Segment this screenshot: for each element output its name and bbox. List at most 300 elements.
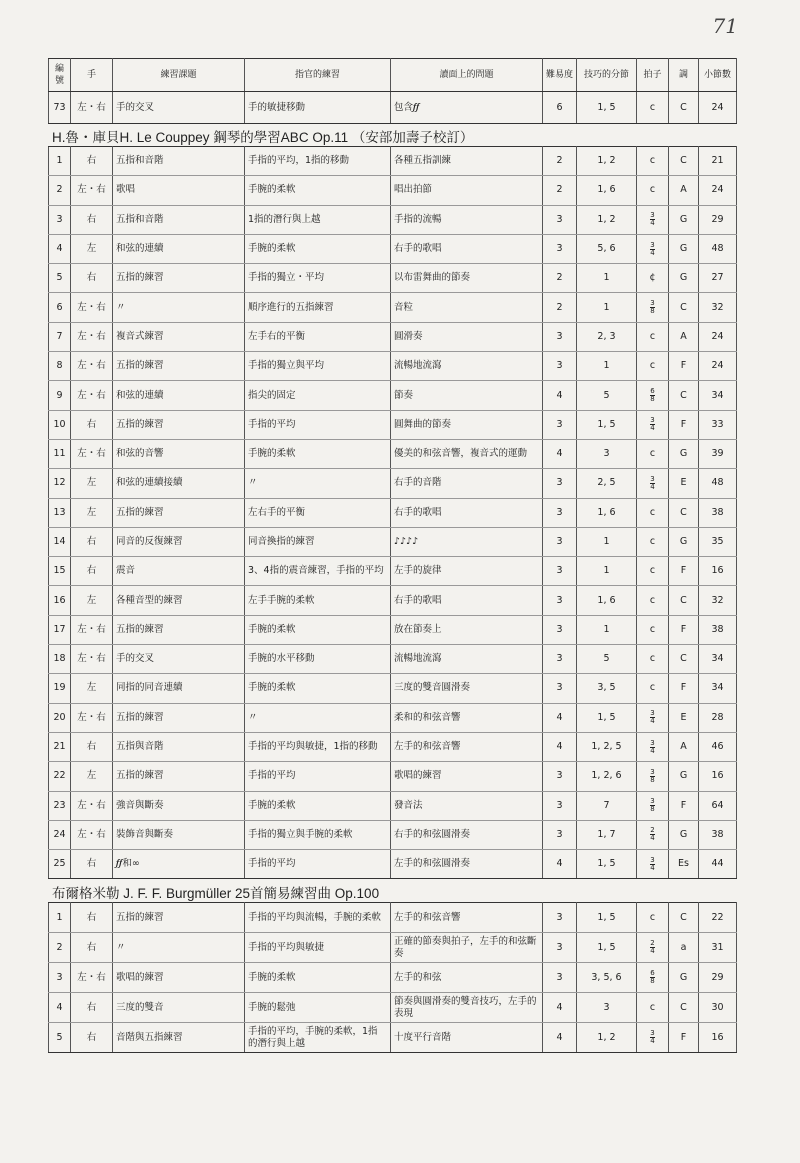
hand-cell: 右 — [71, 850, 113, 879]
number-cell: 16 — [49, 586, 71, 615]
topic-cell: 同指的同音連續 — [113, 674, 245, 703]
bars-cell: 48 — [699, 234, 737, 263]
technique-cell: 3 — [577, 993, 637, 1023]
etude-table-top — [48, 58, 737, 124]
key-cell: G — [669, 205, 699, 234]
reading-problem-cell: 各種五指訓練 — [391, 147, 543, 176]
bars-cell: 48 — [699, 469, 737, 498]
hand-cell: 右 — [71, 732, 113, 761]
hand-cell: 右 — [71, 1023, 113, 1053]
hand-cell: 左・右 — [71, 703, 113, 732]
table-row — [49, 92, 737, 124]
number-cell: 5 — [49, 1023, 71, 1053]
bars-cell: 34 — [699, 674, 737, 703]
hand-cell: 左・右 — [71, 645, 113, 674]
technique-cell: 1, 2, 6 — [577, 762, 637, 791]
section-title-le-couppey: H.魯・庫貝H. Le Couppey 鋼琴的學習ABC Op.11 （安部加壽子校訂） — [52, 130, 474, 145]
number-cell: 6 — [49, 293, 71, 322]
bars-cell: 24 — [699, 352, 737, 381]
header-topic: 練習課題 — [113, 59, 245, 92]
technique-cell: 3, 5, 6 — [577, 963, 637, 993]
technique-cell: 5 — [577, 381, 637, 410]
reading-problem-cell: 右手的歌唱 — [391, 234, 543, 263]
number-cell: 10 — [49, 410, 71, 439]
hand-cell: 左・右 — [71, 791, 113, 820]
topic-cell: 〃 — [113, 293, 245, 322]
topic-cell: 手的交叉 — [113, 92, 245, 124]
time-signature-cell — [637, 963, 669, 993]
bars-cell: 64 — [699, 791, 737, 820]
hand-cell: 左 — [71, 586, 113, 615]
time-signature-cell: c — [637, 557, 669, 586]
topic-cell: 複音式練習 — [113, 322, 245, 351]
bars-cell: 31 — [699, 933, 737, 963]
time-signature-cell: c — [637, 92, 669, 124]
bars-cell: 39 — [699, 439, 737, 468]
topic-cell: 五指的練習 — [113, 498, 245, 527]
difficulty-cell: 3 — [543, 820, 577, 849]
finger-exercise-cell: 同音換指的練習 — [245, 527, 391, 556]
difficulty-cell: 2 — [543, 176, 577, 205]
hand-cell: 左 — [71, 762, 113, 791]
difficulty-cell: 4 — [543, 703, 577, 732]
difficulty-cell: 3 — [543, 963, 577, 993]
number-cell: 3 — [49, 963, 71, 993]
topic-cell: 五指和音階 — [113, 147, 245, 176]
bars-cell: 38 — [699, 498, 737, 527]
difficulty-cell: 3 — [543, 586, 577, 615]
technique-cell: 1 — [577, 293, 637, 322]
hand-cell: 右 — [71, 933, 113, 963]
table-row — [49, 732, 737, 761]
number-cell: 12 — [49, 469, 71, 498]
time-signature-cell: c — [637, 903, 669, 933]
finger-exercise-cell: 手腕的柔軟 — [245, 234, 391, 263]
time-signature-fraction: $\frac{3}{4}$ — [650, 709, 655, 726]
reading-problem-cell: 右手的歌唱 — [391, 586, 543, 615]
bars-cell: 24 — [699, 176, 737, 205]
technique-cell: 5 — [577, 645, 637, 674]
technique-cell: 1 — [577, 352, 637, 381]
table-row — [49, 381, 737, 410]
hand-cell: 左 — [71, 469, 113, 498]
hand-cell: 右 — [71, 410, 113, 439]
reading-problem-cell: 左手的和弦音響 — [391, 903, 543, 933]
time-signature-fraction: $\frac{6}{8}$ — [650, 969, 655, 985]
bars-cell: 34 — [699, 381, 737, 410]
reading-problem-cell: 放在節奏上 — [391, 615, 543, 644]
finger-exercise-cell: 手腕的柔軟 — [245, 963, 391, 993]
key-cell: G — [669, 527, 699, 556]
number-cell: 8 — [49, 352, 71, 381]
difficulty-cell: 2 — [543, 264, 577, 293]
difficulty-cell: 3 — [543, 933, 577, 963]
number-cell: 25 — [49, 850, 71, 879]
time-signature-fraction: $\frac{3}{4}$ — [650, 416, 655, 433]
hand-cell: 左 — [71, 234, 113, 263]
time-signature-fraction: $\frac{3}{4}$ — [650, 211, 655, 228]
key-cell: C — [669, 903, 699, 933]
key-cell: F — [669, 615, 699, 644]
technique-cell: 1, 2 — [577, 147, 637, 176]
reading-problem-cell: 左手的和弦圓滑奏 — [391, 850, 543, 879]
finger-exercise-cell: 手腕的柔軟 — [245, 674, 391, 703]
topic-cell: 同音的反復練習 — [113, 527, 245, 556]
table-row — [49, 791, 737, 820]
number-cell: 17 — [49, 615, 71, 644]
difficulty-cell: 3 — [543, 498, 577, 527]
technique-cell: 1, 2, 5 — [577, 732, 637, 761]
table-row — [49, 527, 737, 556]
key-cell: C — [669, 586, 699, 615]
technique-cell: 2, 3 — [577, 322, 637, 351]
time-signature-cell: c — [637, 615, 669, 644]
key-cell: a — [669, 933, 699, 963]
time-signature-fraction: $\frac{3}{4}$ — [650, 474, 655, 491]
topic-cell: 五指與音階 — [113, 732, 245, 761]
finger-exercise-cell: 〃 — [245, 703, 391, 732]
topic-cell: 五指的練習 — [113, 615, 245, 644]
reading-problem-cell: 節奏與圓滑奏的雙音技巧，左手的表現 — [391, 993, 543, 1023]
difficulty-cell: 4 — [543, 1023, 577, 1053]
number-cell: 18 — [49, 645, 71, 674]
bars-cell: 29 — [699, 963, 737, 993]
time-signature-cell — [637, 1023, 669, 1053]
time-signature-cell: c — [637, 176, 669, 205]
finger-exercise-cell: 左手手腕的柔軟 — [245, 586, 391, 615]
number-cell: 14 — [49, 527, 71, 556]
time-signature-fraction: $\frac{3}{8}$ — [650, 767, 655, 784]
key-cell: C — [669, 498, 699, 527]
finger-exercise-cell: 手指的獨立・平均 — [245, 264, 391, 293]
key-cell: F — [669, 352, 699, 381]
finger-exercise-cell: 手指的平均與敏捷，1指的移動 — [245, 732, 391, 761]
finger-exercise-cell: 指尖的固定 — [245, 381, 391, 410]
key-cell: F — [669, 410, 699, 439]
hand-cell: 左・右 — [71, 615, 113, 644]
finger-exercise-cell: 順序進行的五指練習 — [245, 293, 391, 322]
topic-cell: 五指的練習 — [113, 903, 245, 933]
technique-cell: 1 — [577, 264, 637, 293]
hand-cell: 左・右 — [71, 176, 113, 205]
table-row — [49, 1023, 737, 1053]
reading-problem-cell: 左手的旋律 — [391, 557, 543, 586]
reading-problem-cell: 左手的和弦 — [391, 963, 543, 993]
reading-problem-cell: 以布雷舞曲的節奏 — [391, 264, 543, 293]
time-signature-cell — [637, 820, 669, 849]
time-signature-cell: c — [637, 352, 669, 381]
reading-problem-cell: 右手的歌唱 — [391, 498, 543, 527]
time-signature-cell: c — [637, 439, 669, 468]
difficulty-cell: 3 — [543, 557, 577, 586]
key-cell: F — [669, 557, 699, 586]
time-signature-fraction: $\frac{2}{4}$ — [650, 826, 655, 843]
reading-problem-cell: 圓舞曲的節奏 — [391, 410, 543, 439]
hand-cell: 右 — [71, 264, 113, 293]
time-signature-fraction: $\frac{3}{4}$ — [650, 240, 655, 257]
table-row — [49, 439, 737, 468]
key-cell: A — [669, 176, 699, 205]
technique-cell: 1, 6 — [577, 498, 637, 527]
time-signature-cell — [637, 293, 669, 322]
difficulty-cell: 4 — [543, 381, 577, 410]
topic-cell: 〃 — [113, 933, 245, 963]
key-cell: F — [669, 674, 699, 703]
hand-cell: 右 — [71, 147, 113, 176]
table-row — [49, 703, 737, 732]
time-signature-cell — [637, 791, 669, 820]
technique-cell: 3 — [577, 439, 637, 468]
finger-exercise-cell: 手指的平均，手腕的柔軟，1指的潛行與上越 — [245, 1023, 391, 1053]
header-reading: 讀面上的問題 — [391, 59, 543, 92]
technique-cell: 1 — [577, 527, 637, 556]
time-signature-cell — [637, 410, 669, 439]
hand-cell: 左 — [71, 498, 113, 527]
bars-cell: 33 — [699, 410, 737, 439]
hand-cell: 左・右 — [71, 439, 113, 468]
key-cell: C — [669, 645, 699, 674]
difficulty-cell: 3 — [543, 410, 577, 439]
key-cell: G — [669, 264, 699, 293]
technique-cell: 1, 5 — [577, 850, 637, 879]
table-row — [49, 293, 737, 322]
number-cell: 13 — [49, 498, 71, 527]
reading-problem-cell: 節奏 — [391, 381, 543, 410]
topic-cell: 震音 — [113, 557, 245, 586]
number-cell: 2 — [49, 933, 71, 963]
header-bars: 小節數 — [699, 59, 737, 92]
finger-exercise-cell: 手指的平均與敏捷 — [245, 933, 391, 963]
key-cell: C — [669, 293, 699, 322]
table-row — [49, 176, 737, 205]
bars-cell: 27 — [699, 264, 737, 293]
key-cell: A — [669, 322, 699, 351]
number-cell: 7 — [49, 322, 71, 351]
finger-exercise-cell: 左手右的平衡 — [245, 322, 391, 351]
time-signature-cell: c — [637, 147, 669, 176]
finger-exercise-cell: 手腕的柔軟 — [245, 439, 391, 468]
time-signature-fraction: $\frac{3}{4}$ — [650, 738, 655, 755]
technique-cell: 1, 6 — [577, 176, 637, 205]
time-signature-fraction: $\frac{3}{4}$ — [650, 855, 655, 872]
finger-exercise-cell: 手指的平均與流暢，手腕的柔軟 — [245, 903, 391, 933]
reading-problem-cell: 正確的節奏與拍子，左手的和弦斷奏 — [391, 933, 543, 963]
hand-cell: 右 — [71, 527, 113, 556]
time-signature-cell: c — [637, 674, 669, 703]
reading-problem-cell: 歌唱的練習 — [391, 762, 543, 791]
key-cell: Es — [669, 850, 699, 879]
time-signature-cell: ¢ — [637, 264, 669, 293]
topic-cell: 強音與斷奏 — [113, 791, 245, 820]
reading-problem-cell: 優美的和弦音響，複音式的運動 — [391, 439, 543, 468]
reading-problem-cell: 包含𝆑𝆑 — [391, 92, 543, 124]
time-signature-cell — [637, 762, 669, 791]
difficulty-cell: 4 — [543, 732, 577, 761]
key-cell: C — [669, 92, 699, 124]
hand-cell: 左・右 — [71, 963, 113, 993]
difficulty-cell: 4 — [543, 993, 577, 1023]
table-row — [49, 205, 737, 234]
table-row — [49, 147, 737, 176]
topic-cell: 歌唱的練習 — [113, 963, 245, 993]
hand-cell: 右 — [71, 205, 113, 234]
table-row — [49, 674, 737, 703]
table-header — [49, 59, 737, 92]
number-cell: 11 — [49, 439, 71, 468]
reading-problem-cell: 右手的音階 — [391, 469, 543, 498]
technique-cell: 1, 6 — [577, 586, 637, 615]
table-row — [49, 850, 737, 879]
finger-exercise-cell: 手指的平均 — [245, 410, 391, 439]
topic-cell: 五指的練習 — [113, 264, 245, 293]
table-row — [49, 322, 737, 351]
topic-cell: 五指的練習 — [113, 352, 245, 381]
technique-cell: 1 — [577, 615, 637, 644]
hand-cell: 左・右 — [71, 381, 113, 410]
reading-problem-cell: 三度的雙音圓滑奏 — [391, 674, 543, 703]
reading-problem-cell: 圓滑奏 — [391, 322, 543, 351]
page-number: 71 — [712, 14, 738, 38]
difficulty-cell: 3 — [543, 762, 577, 791]
reading-problem-cell: 柔和的和弦音響 — [391, 703, 543, 732]
table-row — [49, 903, 737, 933]
finger-exercise-cell: 手腕的柔軟 — [245, 176, 391, 205]
hand-cell: 左・右 — [71, 322, 113, 351]
bars-cell: 38 — [699, 820, 737, 849]
finger-exercise-cell: 手腕的水平移動 — [245, 645, 391, 674]
number-cell: 3 — [49, 205, 71, 234]
topic-cell: 各種音型的練習 — [113, 586, 245, 615]
topic-cell: 和弦的連續 — [113, 234, 245, 263]
table-row — [49, 352, 737, 381]
finger-exercise-cell: 手腕的柔軟 — [245, 615, 391, 644]
finger-exercise-cell: 手指的平均 — [245, 762, 391, 791]
hand-cell: 右 — [71, 903, 113, 933]
table-row — [49, 557, 737, 586]
time-signature-cell: c — [637, 645, 669, 674]
difficulty-cell: 3 — [543, 645, 577, 674]
difficulty-cell: 2 — [543, 293, 577, 322]
key-cell: G — [669, 963, 699, 993]
bars-cell: 16 — [699, 762, 737, 791]
hand-cell: 左・右 — [71, 352, 113, 381]
key-cell: G — [669, 820, 699, 849]
section-title-burgmuller: 布爾格米勒 J. F. F. Burgmüller 25首簡易練習曲 Op.100 — [52, 886, 380, 901]
key-cell: E — [669, 469, 699, 498]
topic-cell: 五指的練習 — [113, 410, 245, 439]
hand-cell: 右 — [71, 993, 113, 1023]
bars-cell: 35 — [699, 527, 737, 556]
difficulty-cell: 3 — [543, 615, 577, 644]
time-signature-cell: c — [637, 322, 669, 351]
finger-exercise-cell: 1指的潛行與上越 — [245, 205, 391, 234]
header-hand: 手 — [71, 59, 113, 92]
time-signature-cell — [637, 703, 669, 732]
bars-cell: 46 — [699, 732, 737, 761]
header-time: 拍子 — [637, 59, 669, 92]
technique-cell: 2, 5 — [577, 469, 637, 498]
finger-exercise-cell: 手腕的鬆弛 — [245, 993, 391, 1023]
time-signature-cell — [637, 205, 669, 234]
header-technique: 技巧的分節 — [577, 59, 637, 92]
technique-cell: 1, 7 — [577, 820, 637, 849]
reading-problem-cell: 左手的和弦音響 — [391, 732, 543, 761]
topic-cell: 𝆑𝆑和∞ — [113, 850, 245, 879]
hand-cell: 右 — [71, 557, 113, 586]
reading-problem-cell: 唱出拍節 — [391, 176, 543, 205]
time-signature-fraction: $\frac{2}{4}$ — [650, 939, 655, 955]
bars-cell: 16 — [699, 1023, 737, 1053]
topic-cell: 和弦的音響 — [113, 439, 245, 468]
key-cell: F — [669, 1023, 699, 1053]
finger-exercise-cell: 手指的平均 — [245, 850, 391, 879]
topic-cell: 和弦的連續 — [113, 381, 245, 410]
difficulty-cell: 3 — [543, 234, 577, 263]
table-row — [49, 469, 737, 498]
topic-cell: 五指的練習 — [113, 762, 245, 791]
number-cell: 19 — [49, 674, 71, 703]
time-signature-cell — [637, 933, 669, 963]
key-cell: E — [669, 703, 699, 732]
difficulty-cell: 3 — [543, 791, 577, 820]
technique-cell: 1, 5 — [577, 903, 637, 933]
number-cell: 22 — [49, 762, 71, 791]
time-signature-cell — [637, 732, 669, 761]
bars-cell: 29 — [699, 205, 737, 234]
finger-exercise-cell: 手腕的柔軟 — [245, 791, 391, 820]
key-cell: C — [669, 147, 699, 176]
finger-exercise-cell: 〃 — [245, 469, 391, 498]
topic-cell: 音階與五指練習 — [113, 1023, 245, 1053]
topic-cell: 三度的雙音 — [113, 993, 245, 1023]
finger-exercise-cell: 左右手的平衡 — [245, 498, 391, 527]
bars-cell: 22 — [699, 903, 737, 933]
difficulty-cell: 3 — [543, 469, 577, 498]
reading-problem-cell: 流暢地流瀉 — [391, 352, 543, 381]
bars-cell: 32 — [699, 586, 737, 615]
difficulty-cell: 3 — [543, 205, 577, 234]
time-signature-cell: c — [637, 527, 669, 556]
time-signature-fraction: $\frac{3}{8}$ — [650, 797, 655, 814]
number-cell: 5 — [49, 264, 71, 293]
time-signature-cell — [637, 234, 669, 263]
reading-problem-cell: 十度平行音階 — [391, 1023, 543, 1053]
reading-problem-cell: 音粒 — [391, 293, 543, 322]
number-cell: 4 — [49, 993, 71, 1023]
number-cell: 24 — [49, 820, 71, 849]
key-cell: C — [669, 993, 699, 1023]
header-key: 調 — [669, 59, 699, 92]
time-signature-fraction: $\frac{3}{8}$ — [650, 299, 655, 316]
table-row — [49, 234, 737, 263]
table-row — [49, 410, 737, 439]
hand-cell: 左・右 — [71, 92, 113, 124]
technique-cell: 1, 2 — [577, 1023, 637, 1053]
time-signature-cell: c — [637, 586, 669, 615]
time-signature-fraction: $\frac{6}{8}$ — [650, 387, 655, 404]
technique-cell: 7 — [577, 791, 637, 820]
reading-problem-cell: 發音法 — [391, 791, 543, 820]
key-cell: G — [669, 762, 699, 791]
hand-cell: 左・右 — [71, 293, 113, 322]
table-row — [49, 264, 737, 293]
difficulty-cell: 4 — [543, 850, 577, 879]
difficulty-cell: 3 — [543, 352, 577, 381]
difficulty-cell: 2 — [543, 147, 577, 176]
etude-table-burgmuller — [48, 902, 737, 1053]
number-cell: 23 — [49, 791, 71, 820]
technique-cell: 1 — [577, 557, 637, 586]
